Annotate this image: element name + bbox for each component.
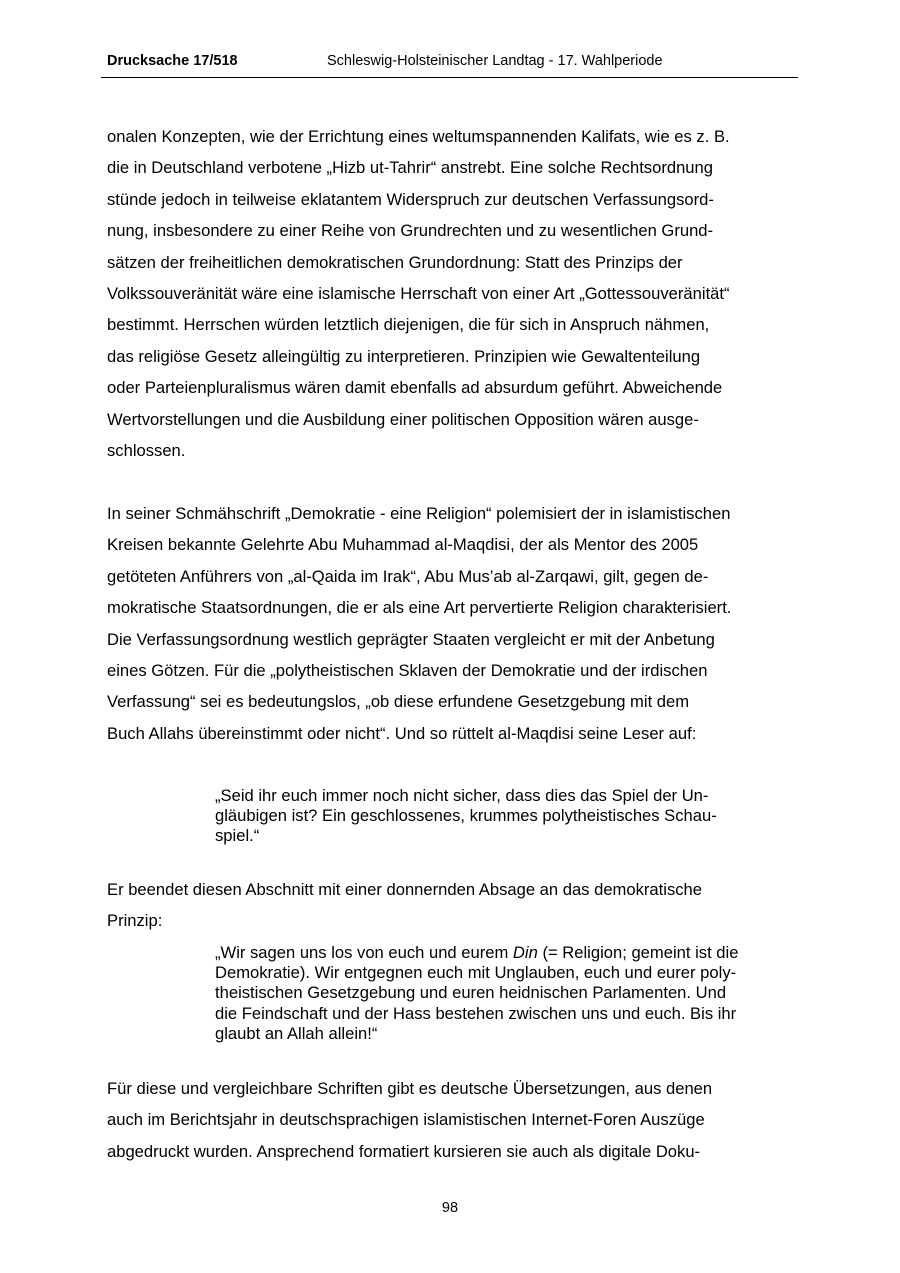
block-quote-2 xyxy=(215,943,797,1044)
quote-text: „Wir sagen uns los von euch und eurem xyxy=(215,943,513,962)
quote-line: „Seid ihr euch immer noch nicht sicher, dass dies das Spiel der Un- xyxy=(215,786,709,805)
text-line: abgedruckt wurden. Ansprechend formatiert kursieren sie auch als digitale Doku- xyxy=(107,1141,701,1161)
text-line: Prinzip: xyxy=(107,911,163,931)
text-line: bestimmt. Herrschen würden letztlich diejenigen, die für sich in Anspruch nähmen, xyxy=(107,315,710,335)
page-number: 98 xyxy=(441,1200,459,1216)
text-line: oder Parteienpluralismus wären damit ebenfalls ad absurdum geführt. Abweichende xyxy=(107,378,723,398)
paragraph-2 xyxy=(107,498,797,749)
text-line: Wertvorstellungen und die Ausbildung einer politischen Opposition wären ausge- xyxy=(107,409,699,429)
text-line: schlossen. xyxy=(107,441,186,461)
text-line: Für diese und vergleichbare Schriften gibt es deutsche Übersetzungen, aus denen xyxy=(107,1079,713,1098)
text-line: getöteten Anführers von „al-Qaida im Irak“, Abu Mus’ab al-Zarqawi, gilt, gegen de- xyxy=(107,566,709,586)
block-quote-1 xyxy=(215,786,797,847)
header-title: Schleswig-Holsteinischer Landtag - 17. Wahlperiode xyxy=(327,53,663,69)
text-line: sätzen der freiheitlichen demokratischen Grundordnung: Statt des Prinzips der xyxy=(107,252,683,272)
quote-line: gläubigen ist? Ein geschlossenes, krummes polytheistisches Schau- xyxy=(215,806,717,826)
text-line: nung, insbesondere zu einer Reihe von Grundrechten und zu wesentlichen Grund- xyxy=(107,221,714,241)
quote-line: spiel.“ xyxy=(215,826,260,846)
page-header xyxy=(101,52,798,78)
text-line: die in Deutschland verbotene „Hizb ut-Tahrir“ anstrebt. Eine solche Rechtsordnung xyxy=(107,158,713,178)
text-line: In seiner Schmähschrift „Demokratie - eine Religion“ polemisiert der in islamistischen xyxy=(107,504,731,523)
quote-text: (= Religion; gemeint ist die xyxy=(537,943,739,962)
text-line: stünde jedoch in teilweise eklatantem Widerspruch zur deutschen Verfassungsord- xyxy=(107,189,714,209)
text-line: Die Verfassungsordnung westlich geprägter Staaten vergleicht er mit der Anbetung xyxy=(107,629,715,649)
quote-line: theistischen Gesetzgebung und euren heidnischen Parlamenten. Und xyxy=(215,983,727,1003)
text-line: Volkssouveränität wäre eine islamische Herrschaft von einer Art „Gottessouveränität“ xyxy=(107,284,730,304)
text-line: Verfassung“ sei es bedeutungslos, „ob diese erfundene Gesetzgebung mit dem xyxy=(107,692,690,712)
quote-line xyxy=(215,943,797,963)
quote-line: Demokratie). Wir entgegnen euch mit Unglauben, euch und eurer poly- xyxy=(215,963,737,983)
paragraph-1 xyxy=(107,121,797,466)
text-line: Buch Allahs übereinstimmt oder nicht“. Und so rüttelt al-Maqdisi seine Leser auf: xyxy=(107,723,697,743)
text-line: onalen Konzepten, wie der Errichtung eines weltumspannenden Kalifats, wie es z. B. xyxy=(107,127,730,146)
text-line: Kreisen bekannte Gelehrte Abu Muhammad al-Maqdisi, der als Mentor des 2005 xyxy=(107,535,699,555)
paragraph-4 xyxy=(107,1073,797,1167)
text-line: das religiöse Gesetz alleingültig zu interpretieren. Prinzipien wie Gewaltenteilung xyxy=(107,346,701,366)
text-line: Er beendet diesen Abschnitt mit einer donnernden Absage an das demokratische xyxy=(107,880,703,899)
text-line: mokratische Staatsordnungen, die er als eine Art pervertierte Religion charakterisiert. xyxy=(107,598,732,618)
text-line: auch im Berichtsjahr in deutschsprachigen islamistischen Internet-Foren Auszüge xyxy=(107,1110,705,1130)
emphasis-din: Din xyxy=(512,943,538,962)
paragraph-3 xyxy=(107,874,797,937)
quote-line: glaubt an Allah allein!“ xyxy=(215,1023,378,1043)
text-line: eines Götzen. Für die „polytheistischen Sklaven der Demokratie und der irdischen xyxy=(107,661,708,681)
document-number: Drucksache 17/518 xyxy=(107,53,238,69)
quote-line: die Feindschaft und der Hass bestehen zwischen uns und euch. Bis ihr xyxy=(215,1003,737,1023)
